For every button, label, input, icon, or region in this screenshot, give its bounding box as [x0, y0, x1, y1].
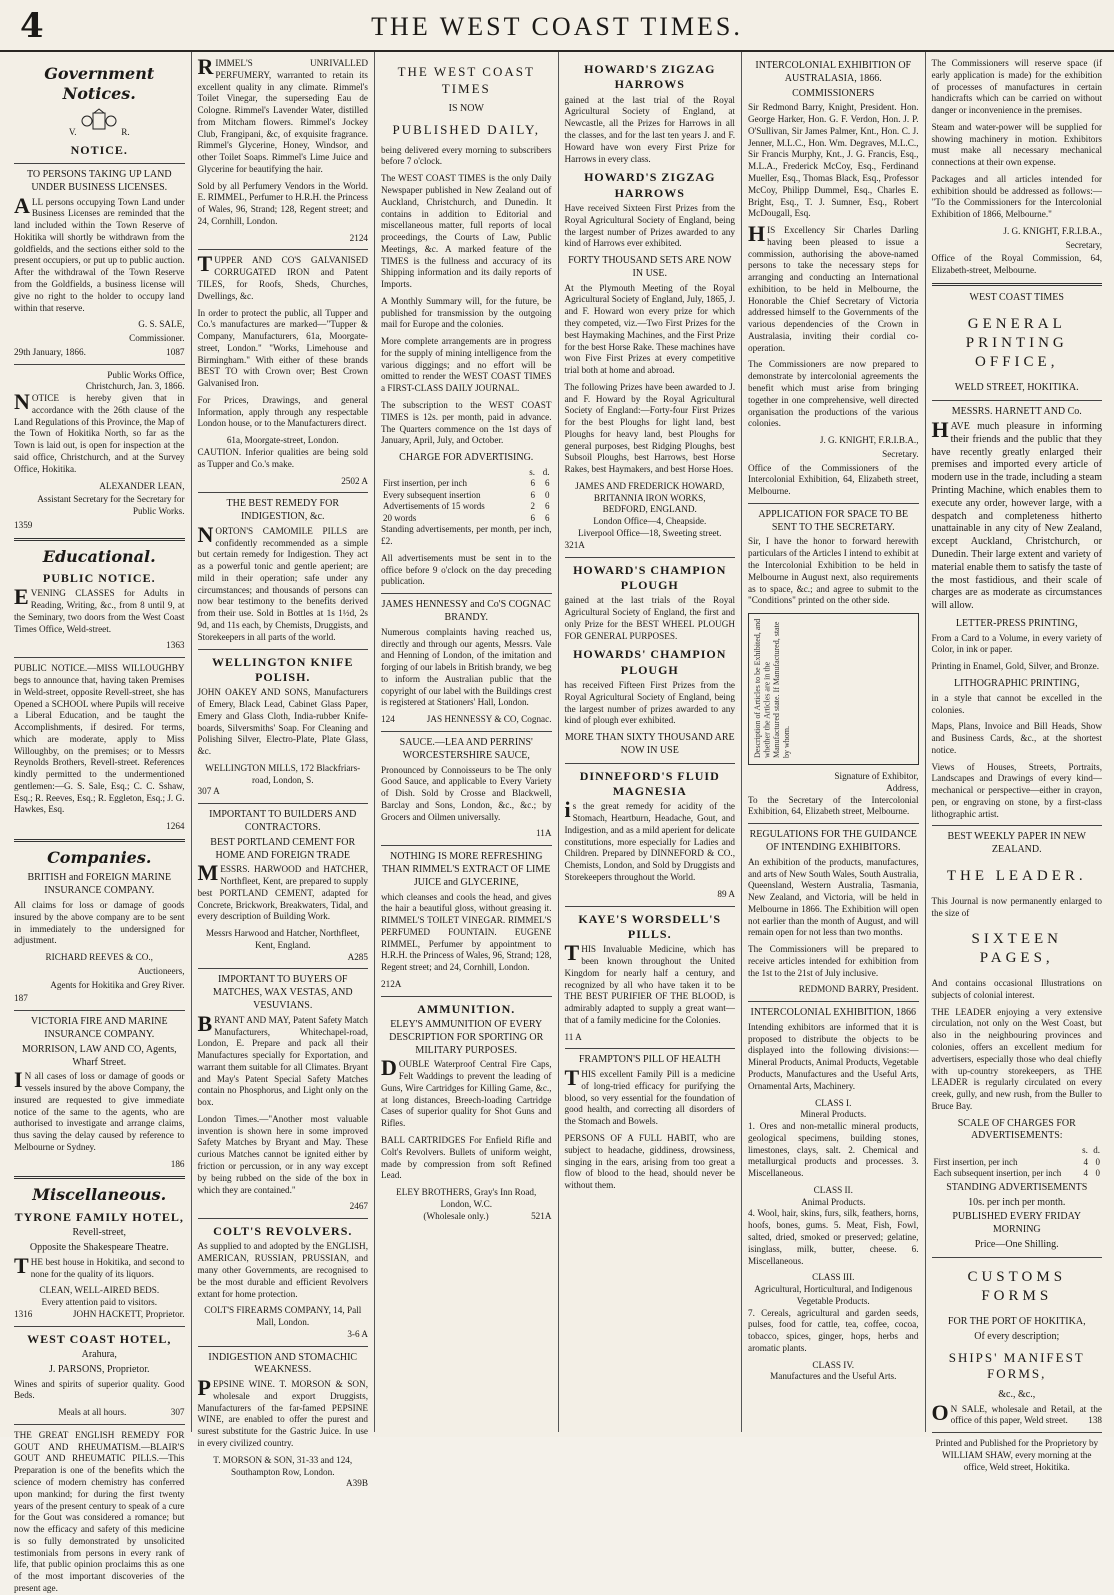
notice-body: NOTICE is hereby given that in accordance with the 26th clause of the Land Regulations of this Province, the Map of the Town of Hokitika North, so far as the Town is laid out, is open for inspection at the said office, Christchurch, and at the Survey Office, Hokitika.: [14, 389, 185, 474]
leader-heading: THE LEADER.: [946, 868, 1087, 885]
section-heading-government: Government Notices.: [44, 64, 155, 104]
newspaper-title: THE WEST COAST TIMES.: [371, 12, 743, 41]
notice-signature: G. S. SALE,: [138, 319, 185, 330]
column-2: RIMMEL'S UNRIVALLED PERFUMERY, warranted to retain its excellent quality in any climate. Rimmel's Toilet Vinegar, the superseding Eau de Cologne. Rimmel's Lavender Water, distilled from Mitcham flowers. Rimmel's Jockey Club, Frangipani, &c, of exquisite fragrance. Rimmel's Glycerine, Honey, Windsor, and other Toilet Soaps. Rimmel's Lime Juice and Glycerine for beautifying the hair. Sold by all Perfumery Vendors in the World. E. RIMMEL, Perfumer to H.R.H. the Princess of Wales, 96, Strand; 128, Regent street; and 24, Cornhill, London. 2124 TUPPER AND CO'S GALVANISED CORRUGATED IRON and Patent TILES, for Roofs, Sheds, Churches, Dwellings, &c. In order to protect the public, all Tupper and Co.'s manufactures are marked—"Tupper & Company, Manufacturers, 61a, Moorgate-street, London." "Works, Limehouse and Birmingham." With either of these brands BEST TO with Crown over; Best Crown Galvanised Iron. For Prices, Drawings, and general Information, apply through any respectable London house, or to the Manufacturers direct. 61a, Moorgate-street, London. CAUTION. Inferior qualities are being sold as Tupper and Co.'s make. 2502 A THE BEST REMEDY FOR INDIGESTION, &c. NORTON'S CAMOMILE PILLS are confidently recommended as a simple but certain remedy for Indigestion. They act as a powerful tonic and gentle aperient; are mild in their operation; safe under any circumstances; and thousands of persons can now bear testimony to the benefits derived from their use. Sold in Bottles at 1s 1½d, 2s 9d, and 11s each, by Chemists, Druggists, and Storekeepers in all parts of the world. WELLINGTON KNIFE POLISH. JOHN OAKEY AND SONS, Manufacturers of Emery, Black Lead, Cabinet Glass Paper, Emery and Glass Cloth, India-rubber Knife-boards, Silversmiths' Soap. For Cleaning and Polishing Silver, Electro-Plate, Plate Glass, &c. WELLINGTON MILLS, 172 Blackfriars-road, London, S. 307 A IMPORTANT TO BUILDERS AND CONTRACTORS. BEST PORTLAND CEMENT FOR HOME AND FOREIGN TRADE MESSRS. HARWOOD and HATCHER, Northfleet, Kent, are prepared to supply best PORTLAND CEMENT, adapted for Concrete, Brickwork, Breakwaters, Tidal, and every description of Building Work. Messrs Harwood and Hatcher, Northfleet, Kent, England. A285 IMPORTANT TO BUYERS OF MATCHES, WAX VESTAS, AND VESUVIANS. BRYANT AND MAY, Patent Safety Match Manufacturers, Whitechapel-road, London, E. Prepare and pack all their Manufactures specially for Exportation, and warrant them suitable for all Climates. Bryant and May's Patent Special Safety Matches contain no Phosphorus, and Light only on the box. London Times.—"Another most valuable invention is shown here in some improved Safety Matches by Bryant and May. These curious Matches cannot be ignited either by friction or percussion, or in any way except by being rubbed on the side of the box in which they are contained." 2467 COLT'S REVOLVERS. As supplied to and adopted by the ENGLISH, AMERICAN, RUSSIAN, PRUSSIAN, and many other Governments, are recognised to be the most durable and efficient Revolvers extant for home protection. COLT'S FIREARMS COMPANY, 14, Pall Mall, London. 3-6 A INDIGESTION AND STOMACHIC WEAKNESS. PEPSINE WINE. T. MORSON & SON, wholesale and export Druggists, Manufacturers of the far-famed PEPSINE WINE, are enabled to offer the purest and surest substitute for the Gastric Juice. In use in every civilized country. T. MORSON & SON, 31-33 and 124, Southampton Row, London. A39B: [192, 52, 376, 1432]
notice-heading: NOTICE.: [70, 142, 128, 157]
wct-heading: THE WEST COAST TIMES: [397, 64, 535, 96]
column-3: THE WEST COAST TIMES IS NOW PUBLISHED DAILY, being delivered every morning to subscribers before 7 o'clock. The WEST COAST TIMES is the only Daily Newspaper published in New Zealand out of Auckland, Christchurch, and Dunedin. It contains in addition to Editorial and miscellaneous matter, full reports of local proceedings, the Courts of Law, Public Meetings, &c. A marked feature of the TIMES is the fullness and accuracy of its Shipping information and its daily reports of Imports. A Monthly Summary will, for the future, be published for transmission by the outgoing mail for Europe and the colonies. More complete arrangements are in progress for the supply of mining intelligence from the various diggings; and no effort will be omitted to render the WEST COAST TIMES a FIRST-CLASS DAILY JOURNAL. The subscription to the WEST COAST TIMES is 12s. per month, paid in advance. The Quarters commence on the 1st days of January, April, July, and October. CHARGE FOR ADVERTISING. s. d. First insertion, per inch 6 6 Every subsequent insertion 6 0 Advertisements of 15 words 2 6 20 words 6 6 Standing advertisements, per month, per inch, £2. All advertisements must be sent in to the office before 9 o'clock on the day preceding publication. JAMES HENNESSY and Co'S COGNAC BRANDY. Numerous complaints having reached us, directly and through our agents, Messrs. Vale and Henning of London, of the imitation and forging of our labels in British brandy, we beg to inform the Australian public that the copyright of our label with the Buildings crest is registered at Stationers' Hall, London. 124 JAS HENNESSY & CO, Cognac. SAUCE.—LEA AND PERRINS' WORCESTERSHIRE SAUCE, Pronounced by Connoisseurs to be The only Good Sauce, and applicable to Every Variety of Dish. Sold by Crosse and Blackwell, Barclay and Sons, London, &c., &c.; by Grocers and Oilmen universally. 11A NOTHING IS MORE REFRESHING THAN RIMMEL'S EXTRACT OF LIME JUICE and GLYCERINE, which cleanses and cools the head, and gives the hair a beautiful gloss, without greasing it. RIMMEL'S TOILET VINEGAR. RIMMEL'S PERFUMED FOUNTAIN. EUGENE RIMMEL, Perfumer by appointment to H.R.H. the Princess of Wales, 96, Strand; 128, Regent street; and 24, Cornhill, London. 212A AMMUNITION. ELEY'S AMMUNITION OF EVERY DESCRIPTION FOR SPORTING OR MILITARY PURPOSES. DOUBLE Waterproof Central Fire Caps, Felt Waddings to prevent the leading of Guns, Wire Cartridges for Killing Game, &c., at long distances, Breech-loading Cartridge Cases of superior quality for Shot Guns and Rifles. BALL CARTRIDGES For Enfield Rifle and Colt's Revolvers. Bullets of uniform weight, made by compression from soft Refined Lead. ELEY BROTHERS, Gray's Inn Road, London, W.C. (Wholesale only.) 521A: [375, 52, 559, 1432]
table-row: 20 words 6 6: [383, 512, 550, 523]
section-heading-companies: Companies.: [47, 847, 152, 867]
notice-title: TO PERSONS TAKING UP LAND UNDER BUSINESS LICENSES.: [26, 169, 172, 193]
application-form-box: Description of Articles to be Exhibited, and whether the Articles are in the Manufactured state. If Manufactured, state by whom.: [748, 613, 919, 765]
notice-date: 29th January, 1866.: [14, 346, 86, 357]
columns: [8, 52, 1108, 1593]
imprint: Printed and Published for the Proprietory by WILLIAM SHAW, every morning at the office, Weld street, Hokitika.: [935, 1438, 1099, 1472]
table-row: Each subsequent insertion, per inch 4 0: [933, 1168, 1100, 1179]
table-row: Advertisements of 15 words 2 6: [383, 501, 550, 512]
page-number: 4: [20, 6, 44, 46]
column-1: Government Notices. V. R. NOTICE. TO PERSONS TAKING UP LAND UNDER BUSINESS LICENSES. ALL persons occupying Town Land under Business Licenses are reminded that the land included within the Town Reserve of Hokitika will shortly be withdrawn from the goldfields, and the sections either sold to the present occupiers, or put up to public auction. After the withdrawal of the Town Reserve from the Goldfields, a business license will give no right to the holder to occupy land within that reserve. G. S. SALE, Commissioner. 29th January, 1866. 1087 Public Works Office, Christchurch, Jan. 3, 1866. NOTICE is hereby given that in accordance with the 26th clause of the Land Regulations of this Province, the Map of the Town of Hokitika North, so far as the Town is laid out, is open for inspection at the said office, Christchurch, and at the Survey Office, Hokitika. ALEXANDER LEAN, Assistant Secretary for the Secretary for Public Works. 1359 Educational. PUBLIC NOTICE. EVENING CLASSES for Adults in Reading, Writing, &c., from 8 until 9, at the Seminary, two doors from the West Coast Times Office, Weld-street. 1363 PUBLIC NOTICE.—MISS WILLOUGHBY begs to announce that, having taken Premises in Weld-street, opposite Revell-street, she has Opened a SCHOOL where Pupils will receive a Liberal Education, and be taught the Accomplishments, if desired. For terms, which are moderate, apply to Miss Willoughby, on the premises; or to Messrs Reynolds Brothers, Revell-street. References kindly permitted to the undermentioned gentlemen:—G. S. Sale, Esq.; C. C. Sshaw, Esq.; R. Reeves, Esq.; R. Eggleton, Esq.; J. G. Hawkes, Esq. 1264 Companies. BRITISH and FOREIGN MARINE INSURANCE COMPANY. All claims for loss or damage of goods insured by the above company are to be sent in immediately to the undersigned for adjustment. RICHARD REEVES & CO., Auctioneers, Agents for Hokitika and Grey River. 187 VICTORIA FIRE AND MARINE INSURANCE COMPANY. MORRISON, LAW AND CO, Agents, Wharf Street. IN all cases of loss or damage of goods or vessels insured by the above Company, the insured are requested to give immediate notice of the same to the agents, who are authorised to investigate and arrange claims, thus saving the delay caused by reference to Melbourne or Sydney. 186 Miscellaneous. TYRONE FAMILY HOTEL, Revell-street, Opposite the Shakespeare Theatre. THE best house in Hokitika, and second to none for the quality of its liquors. CLEAN, WELL-AIRED BEDS. Every attention paid to visitors. 1316 JOHN HACKETT, Proprietor. WEST COAST HOTEL, Arahura, J. PARSONS, Proprietor. Wines and spirits of superior quality. Good Beds. Meals at all hours. 307 THE GREAT ENGLISH REMEDY FOR GOUT AND RHEUMATISM.—BLAIR'S GOUT AND RHEUMATIC PILLS.—This Preparation is one of the benefits which the science of modern chemistry has conferred upon mankind; for during the first twenty years of the present century to speak of a cure for the Gout was considered a romance; but now the efficacy and safety of this medicine is so fully demonstrated by unsolicited testimonials from persons in every rank of life, that public opinion proclaims this as one of the most important discoveries of the present age.: [8, 52, 192, 1432]
royal-crest: V. R.: [14, 109, 185, 139]
notice-body: ALL persons occupying Town Land under Business Licenses are reminded that the land included within the Town Reserve of Hokitika will shortly be withdrawn from the goldfields, and the sections either sold to the present occupiers, or put up to public auction. After the withdrawal of the Town Reserve from the Goldfields, a business license will give no right to the holder to occupy land within that reserve.: [14, 192, 185, 313]
section-heading-educational: Educational.: [42, 546, 156, 566]
section-heading-miscellaneous: Miscellaneous.: [32, 1185, 167, 1205]
column-5: INTERCOLONIAL EXHIBITION OF AUSTRALASIA, 1866. COMMISSIONERS Sir Redmond Barry, Knight, President. Hon. George Harker, Hon. G. F. Verdon, Hon. J. P. O'Sullivan, Sir James Palmer, Knt., Hon. C. J. Jenner, M.L.C., Hon. Wm. Degraves, M.L.C., Sir Francis Murphy, Knt., J. G. Francis, Esq., M.L.A., Frederick McCoy, Esq., Ferdinand Mueller, Esq., Thomas Black, Esq., Professor McCoy, Philipp Dummel, Esq., Charles E. Bright, Esq., T. J. Sumner, Esq., Robert McDougall, Esq. HIS Excellency Sir Charles Darling having been pleased to issue a commission, authorising the above-named persons to take the necessary steps for arranging and conducting an International exhibition, to be held in Melbourne, the Honorable the Chief Secretary of Victoria addressed himself to the Governments of the various dependencies of the Crown in Australasia, inviting their cordial co-operation. The Commissioners are now prepared to demonstrate by intercolonial agreements the benefit which must arise from bringing together in one comprehensive, well directed organisation the productions of the various colonies. J. G. KNIGHT, F.R.I.B.A., Secretary. Office of the Commissioners of the Intercolonial Exhibition, 64, Elizabeth street, Melbourne. APPLICATION FOR SPACE TO BE SENT TO THE SECRETARY. Sir, I have the honor to forward herewith particulars of the Articles I intend to exhibit at the Intercolonial Exhibition to be held in Melbourne in August next, also requirements as to space, &c.; and agree to submit to the "Conditions" printed on the other side. Description of Articles to be Exhibited, and whether the Articles are in the Manufactured state. If Manufactured, state by whom. Signature of Exhibitor, Address, To the Secretary of the Intercolonial Exhibition, 64, Elizabeth street, Melbourne. REGULATIONS FOR THE GUIDANCE OF INTENDING EXHIBITORS. An exhibition of the products, manufactures, and arts of New South Wales, South Australia, Queensland, Western Australia, Tasmania, New Zealand, and Victoria, will be held in Melbourne in 1866. The Exhibition will open not earlier than the month of August, and will remain open for not less than two months. The Commissioners will be prepared to receive articles intended for exhibition from the 1st to the 21st of July inclusive. REDMOND BARRY, President. INTERCOLONIAL EXHIBITION, 1866 Intending exhibitors are informed that it is proposed to distribute the objects to be displayed into the following divisions:— Mineral Products, Animal Products, Vegetable Products, Manufactures and the Useful Arts, Ornamental Arts, Machinery. CLASS I. Mineral Products. 1. Ores and non-metallic mineral products, geological specimens, building stones, limestones, clays, salt. 2. Chemical and metallurgical products and processes. 3. Miscellaneous. CLASS II. Animal Products. 4. Wool, hair, skins, furs, silk, feathers, horns, hoofs, bones, gums. 5. Meat, Fish, Fowl, salted, dried, smoked or preserved; gelatine, isinglass, milk, butter, cheese. 6. Miscellaneous. CLASS III. Agricultural, Horticultural, and Indigenous Vegetable Products. 7. Cereals, agricultural and garden seeds, pulses, food for cattle, tea, coffee, cocoa, tobacco, spices, ginger, hops, herbs and aromatic plants. CLASS IV. Manufactures and the Useful Arts.: [742, 52, 926, 1432]
advertising-rates-table: s. d. First insertion, per inch 6 6 Every subsequent insertion 6 0 Advertisements of 15 words 2 6 20 words 6 6: [383, 466, 550, 523]
general-printing-heading: GENERAL PRINTING OFFICE,: [965, 315, 1068, 371]
leader-rates-table: s. d. First insertion, per inch 4 0 Each subsequent insertion, per inch 4 0: [933, 1145, 1100, 1179]
coat-of-arms-icon: [79, 109, 119, 135]
masthead: [0, 0, 1114, 52]
table-row: Every subsequent insertion 6 0: [383, 489, 550, 500]
table-row: First insertion, per inch 4 0: [933, 1156, 1100, 1167]
column-4: HOWARD'S ZIGZAG HARROWS gained at the last trial of the Royal Agricultural Society of England, at Newcastle, all the Prizes for Harrows in all the classes, and for the last ten years J. and F. Howard have won every First Prize for Harrows in every class. HOWARD'S ZIGZAG HARROWS Have received Sixteen First Prizes from the Royal Agricultural Society of England, being the largest number of Prizes awarded to any kind of Harrows ever exhibited. FORTY THOUSAND SETS ARE NOW IN USE. At the Plymouth Meeting of the Royal Agricultural Society of England, July, 1865, J. and F. Howard won every prize for which they competed, viz.—Two First Prizes for the best Haymaking Machines, and the First Prize for the best Horse Rake. These machines have won Five First Prizes at every competitive trial both at home and abroad. The following Prizes have been awarded to J. and F. Howard by the Royal Agricultural Society of England:—Forty-four First Prizes for the best Ploughs for light land, best Ploughs for heavy land, best Ploughs for general purposes, best Ridging Ploughs, best Subsoil Ploughs, best Harrows, best Horse Rakes, best Haymakers, and best Horse Hoes. JAMES AND FREDERICK HOWARD, BRITANNIA IRON WORKS, BEDFORD, ENGLAND. London Office—4, Cheapside. Liverpool Office—18, Sweeting street. 321A HOWARD'S CHAMPION PLOUGH gained at the last trials of the Royal Agricultural Society of England, the first and only Prize for the BEST WHEEL PLOUGH FOR GENERAL PURPOSES. HOWARDS' CHAMPION PLOUGH has received Fifteen First Prizes from the Royal Agricultural Society of England, being the largest number of prizes awarded to any kind of plough ever exhibited. MORE THAN SIXTY THOUSAND ARE NOW IN USE DINNEFORD'S FLUID MAGNESIA is the great remedy for acidity of the Stomach, Heartburn, Headache, Gout, and Indigestion, and as a mild aperient for delicate constitutions, more especially for Ladies and Children. Prepared by DINNEFORD & CO., Chemists, London, and Sold by Druggists and Storekeepers throughout the World. 89 A KAYE'S WORSDELL'S PILLS. THIS Invaluable Medicine, which has been known throughout the United Kingdom for nearly half a century, and recognized by all who have taken it to be THE BEST PURIFIER OF THE BLOOD, is admirably adapted to supply a great want—that of a family medicine for the Colonies. 11 A FRAMPTON'S PILL OF HEALTH THIS excellent Family Pill is a medicine of long-tried efficacy for purifying the blood, so very essential for the foundation of good health, and correcting all disorders of the Stomach and Bowels. PERSONS OF A FULL HABIT, who are subject to headache, giddiness, drowsiness, singing in the ears, arising from too great a flow of blood to the head, should never be without them.: [559, 52, 743, 1432]
table-row: First insertion, per inch 6 6: [383, 478, 550, 489]
customs-forms-heading: CUSTOMS FORMS: [967, 1268, 1067, 1304]
column-6: The Commissioners will reserve space (if early application is made) for the exhibition of processes of manufactures in certain handicrafts which can be carried on without danger or inconvenience in the premises. Steam and water-power will be supplied for showing machinery in motion. Exhibitors must make all necessary mechanical connections at their own expense. Packages and all articles intended for exhibition should be addressed as follows:— "To the Commissioners for the Intercolonial Exhibition of 1866, Melbourne." J. G. KNIGHT, F.R.I.B.A., Secretary, Office of the Royal Commission, 64, Elizabeth-street, Melbourne. WEST COAST TIMES GENERAL PRINTING OFFICE, WELD STREET, HOKITIKA. MESSRS. HARNETT AND Co. HAVE much pleasure in informing their friends and the public that they have recently greatly enlarged their premises and imported every article of modern use in the trade, including a steam Printing Machine, which enables them to execute any order, however large, with a despatch and completeness hitherto unattainable in any city of New Zealand, except Auckland, Christchurch, or Dunedin. Their large extent and variety of material enable them to satisfy the taste of the most fastidious, and their scale of charges are as moderate as circumstances will allow. LETTER-PRESS PRINTING, From a Card to a Volume, in every variety of Color, in ink or paper. Printing in Enamel, Gold, Silver, and Bronze. LITHOGRAPHIC PRINTING, in a style that cannot be excelled in the colonies. Maps, Plans, Invoice and Bill Heads, Show and Business Cards, &c., at the shortest notice. Views of Houses, Streets, Portraits, Landscapes and Drawings of every kind—mechanical or perspective—either in crayon, pen, or engraving on stone, by a first-class lithographic artist. BEST WEEKLY PAPER IN NEW ZEALAND. THE LEADER. This Journal is now permanently enlarged to the size of SIXTEEN PAGES, And contains occasional Illustrations on subjects of colonial interest. THE LEADER enjoying a very extensive circulation, not only on the West Coast, but also in the neighbouring provinces and colonies, offers an excellent medium for advertisers, especially those who deal chiefly with up-country storekeepers, as THE LEADER is regularly circulated on every creek, gully, and new rush, from the Buller to Bruce Bay. SCALE OF CHARGES FOR ADVERTISEMENTS: s. d. First insertion, per inch 4 0 Each subsequent insertion, per inch 4 0 STANDING ADVERTISEMENTS 10s. per inch per month. PUBLISHED EVERY FRIDAY MORNING Price—One Shilling. CUSTOMS FORMS FOR THE PORT OF HOKITIKA, Of every description; SHIPS' MANIFEST FORMS, &c., &c., ON SALE, wholesale and Retail, at the office of this paper, Weld street. 138 Printed and Published for the Proprietory by WILLIAM SHAW, every morning at the office, Weld street, Hokitika.: [931, 58, 1102, 1472]
